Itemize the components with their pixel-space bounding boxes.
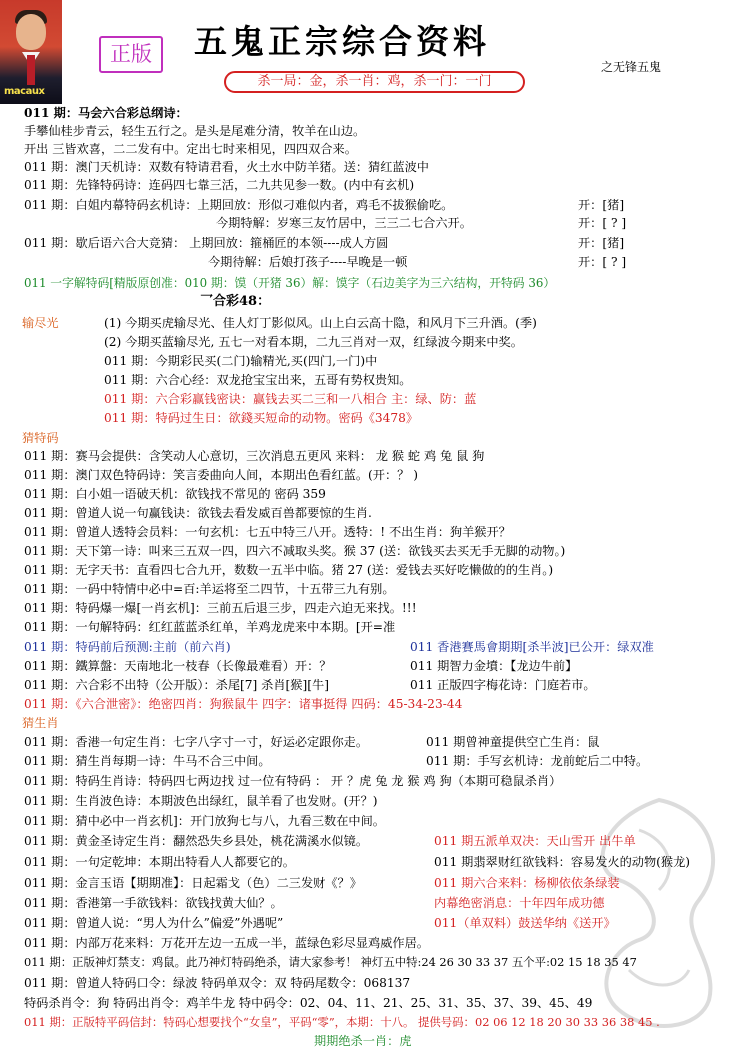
answer-label: 开：[猪] [578, 236, 625, 250]
section-heading: 输尽光 [22, 316, 59, 330]
text-line: 011 期：猜生肖每期一诗：牛马不合三中间。 [24, 754, 271, 768]
text-line: 011 期：澳门双色特码诗：笑言委曲向人间，本期出色看红蓝。(开：？ ) [24, 468, 418, 482]
kill-banner: 杀一局：金，杀一肖：鸡，杀一门：一门 [224, 71, 525, 93]
text-line: 011 香港賽馬會期期[杀半波]已公开：绿双准 [410, 640, 654, 654]
text-line: (2) 今期买蓝输尽光, 五七一对看本期，二九三肖对一双，红绿波今期来中奖。 [104, 335, 523, 349]
text-line: 011 期六合来料：杨柳依依条绿装 [434, 876, 620, 890]
text-line: 011 期：今期彩民买(二门)输精光,买(四门,一门)中 [104, 354, 378, 368]
text-line: 011 期：《六合泄密》：绝密四肖：狗猴鼠牛 四字：诸事挺得 四码：45-34-23-44 [24, 697, 463, 711]
text-line: 011 期：六合彩不出特（公开版）：杀尾[7] 杀肖[猴][牛] [24, 678, 329, 692]
text-line: 011 期：无字天书：直看四七合九开，数数一五半中临。猪 27 (送：爱钱去买好吃懒做的的生肖。) [24, 563, 554, 577]
text-line: 011 期：香港一句定生肖：七字八字寸一寸，好运必定跟你走。 [24, 735, 369, 749]
text-line: 011 期：手写玄机诗：龙前蛇后二中特。 [426, 754, 649, 768]
text-line: 011 期：澳门天机诗：双数有特请君看，火土水中防羊猪。送：猜红蓝波中 [24, 160, 429, 174]
text-line: 011 期：香港第一手欲钱料：欲钱找黄大仙？。 [24, 896, 283, 910]
section-heading: 猜生肖 [22, 716, 59, 730]
text-line: 011 期：正版特平码信封：特码心想要找个“女皇”，平码“零”，本期：十八。 提供号码：02 06 12 18 20 30 33 36 38 45 . [24, 1015, 660, 1029]
text-line: 011 期：一句定乾坤：本期出特看人人都要它的。 [24, 855, 295, 869]
text-line: 011 期：六合心经：双龙抢宝宝出来，五哥有势权贵知。 [104, 373, 412, 387]
text-line: 011 期：内部万花来料：万花开左边一五成一半，蓝绿色彩尽显鸡威作居。 [24, 936, 429, 950]
text-line: 特码杀肖令：狗 特码出肖令：鸡羊牛龙 特中码令：02、04、11、21、25、31、35、37、39、45、49 [24, 996, 593, 1010]
answer-label: 开：[猪] [578, 198, 625, 212]
text-line: 011 期：曾道人特码口令：绿波 特码单双令：双 特码尾数令：068137 [24, 976, 411, 990]
tie-shape [27, 55, 35, 85]
answer-label: 开：[ ? ] [578, 216, 627, 230]
text-line: 011 期翡翠财红欲钱料：容易发火的动物(猴龙) [434, 855, 691, 869]
text-line: 011 期曾神童提供空亡生肖：鼠 [426, 735, 600, 749]
text-line: 011 期五派单双决：天山雪开 出牛单 [434, 834, 636, 848]
text-line: 011 期：特码过生日：欲錢买短命的动物。密码《3478》 [104, 411, 419, 425]
text-line: 011 期：一码中特情中必中=百:羊运将至二四节，十五带三九有别。 [24, 582, 395, 596]
section-heading: 猜特码 [22, 431, 59, 445]
text-line: (1) 今期买虎输尽光、佳人灯丁影似风。山上白云高十隐，和风月下三升酒。(季) [104, 316, 537, 330]
text-line: 今期待解：后娘打孩子----早晚是一顿 [208, 255, 408, 269]
text-line: 011 期：天下第一诗：叫来三五双一四，四六不减取头奖。猴 37 (送：欲钱买去买无手无脚的动物。) [24, 544, 566, 558]
green-banner: 011 一字解特码[精版原创准：010 期：馍（开猪 36）解：馍字（石边美字为三六结构，开特码 36） [24, 276, 556, 290]
text-line: 011 期：黄金圣诗定生肖：翻然恐失乡县处，桃花满溪水似镜。 [24, 834, 369, 848]
text-line: 011 期：特码前后预测:主前（前六肖) [24, 640, 231, 654]
text-line: 011 期：马会六合彩总纲诗： [24, 106, 188, 120]
macau-logo: macaux [4, 86, 45, 97]
text-line: 内幕绝密消息：十年四年成功德 [434, 896, 605, 910]
text-line: 011 期智力金墳：【龙边牛前】 [410, 659, 578, 673]
footer-line: 期期绝杀一肖：虎 [314, 1034, 412, 1048]
text-line: 011 期：六合彩赢钱密诀：赢钱去买二三和一八相合 主：绿、防：蓝 [104, 392, 477, 406]
page-title: 五鬼正宗综合资料 [194, 22, 490, 61]
text-line: 手攀仙桂步青云，轻生五行之。是头是尾难分清，牧羊在山边。 [24, 124, 366, 138]
text-line: 011 期：鐵算盤：天南地北一枝春（长像最难看）开：？ [24, 659, 332, 673]
text-line: 011 期：金言玉语【期期准】：日起霜戈（色）二三发财《？》 [24, 876, 362, 890]
text-line: 今期特解：岁寒三友竹居中，三三二七合六开。 [216, 216, 472, 230]
text-line: 011 期：白小姐一语破天机：欲钱找不常见的 密码 359 [24, 487, 326, 501]
text-line: 011 期：曾道人说：“男人为什么”偏爱”外遇呢” [24, 916, 284, 930]
answer-label: 开：[ ? ] [578, 255, 627, 269]
author-name: 之无锋五鬼 [601, 60, 662, 74]
text-line: 011 期：曾道人说一句赢钱诀：欲钱去看发威百兽都要惊的生肖. [24, 506, 372, 520]
text-line: 011 正版四字梅花诗：门庭若市。 [410, 678, 596, 692]
face-shape [16, 14, 46, 50]
text-line: 011 期：白姐内幕特码玄机诗：上期回放：形似刁难似内者，鸡毛不拔猴偷吃。 [24, 198, 454, 212]
genuine-badge: 正版 [99, 36, 163, 73]
text-line: 011 期：特码生肖诗：特码四七两边找 过一位有特码 ： 开 ？虎 兔 龙 猴 鸡 狗（本期可稳鼠杀肖） [24, 774, 562, 788]
text-line: 011 期：猜中必中一肖玄机]：开门放狗七与八，九看三数在中间。 [24, 814, 385, 828]
text-line: 011 期：先锋特码诗：连码四七靠三活，二九共见参一数。(内中有玄机) [24, 178, 415, 192]
text-line: 011 期：歇后语六合大竞猜： 上期回放：箍桶匠的本领----成人方圆 [24, 236, 389, 250]
text-line: 011 期：生肖波色诗：本期波色出绿红，鼠羊看了也发财。(开？) [24, 794, 378, 808]
text-line: 开出 三皆欢喜，二二发有中。定出七时来相见，四四双合来。 [24, 142, 357, 156]
overlap-text: 乛合彩48： [200, 294, 271, 309]
text-line: 011 期：特码爆一爆[一肖玄机]：三前五后退三步，四走六迫无来找。!!! [24, 601, 417, 615]
text-line: 011 期：赛马会提供：含笑动人心意切，三次消息五更风 来料： 龙 猴 蛇 鸡 兔 鼠 狗 [24, 449, 485, 463]
text-line: 011 期：曾道人透特会员料：一句玄机：七五中特三八开。透特：! 不出生肖：狗羊猴开？ [24, 525, 511, 539]
author-photo [0, 0, 62, 104]
text-line: 011 期：正版神灯禁支：鸡鼠。此乃神灯特码绝杀，请大家参考！ 神灯五中特:24 26 30 33 37 五个平:02 15 18 35 47 [24, 955, 637, 969]
text-line: 011（单双料）鼓送华纳《送开》 [434, 916, 616, 930]
text-line: 011 期：一句解特码：红红蓝蓝杀红单，羊鸡龙虎来中本期。[开=准 [24, 620, 396, 634]
